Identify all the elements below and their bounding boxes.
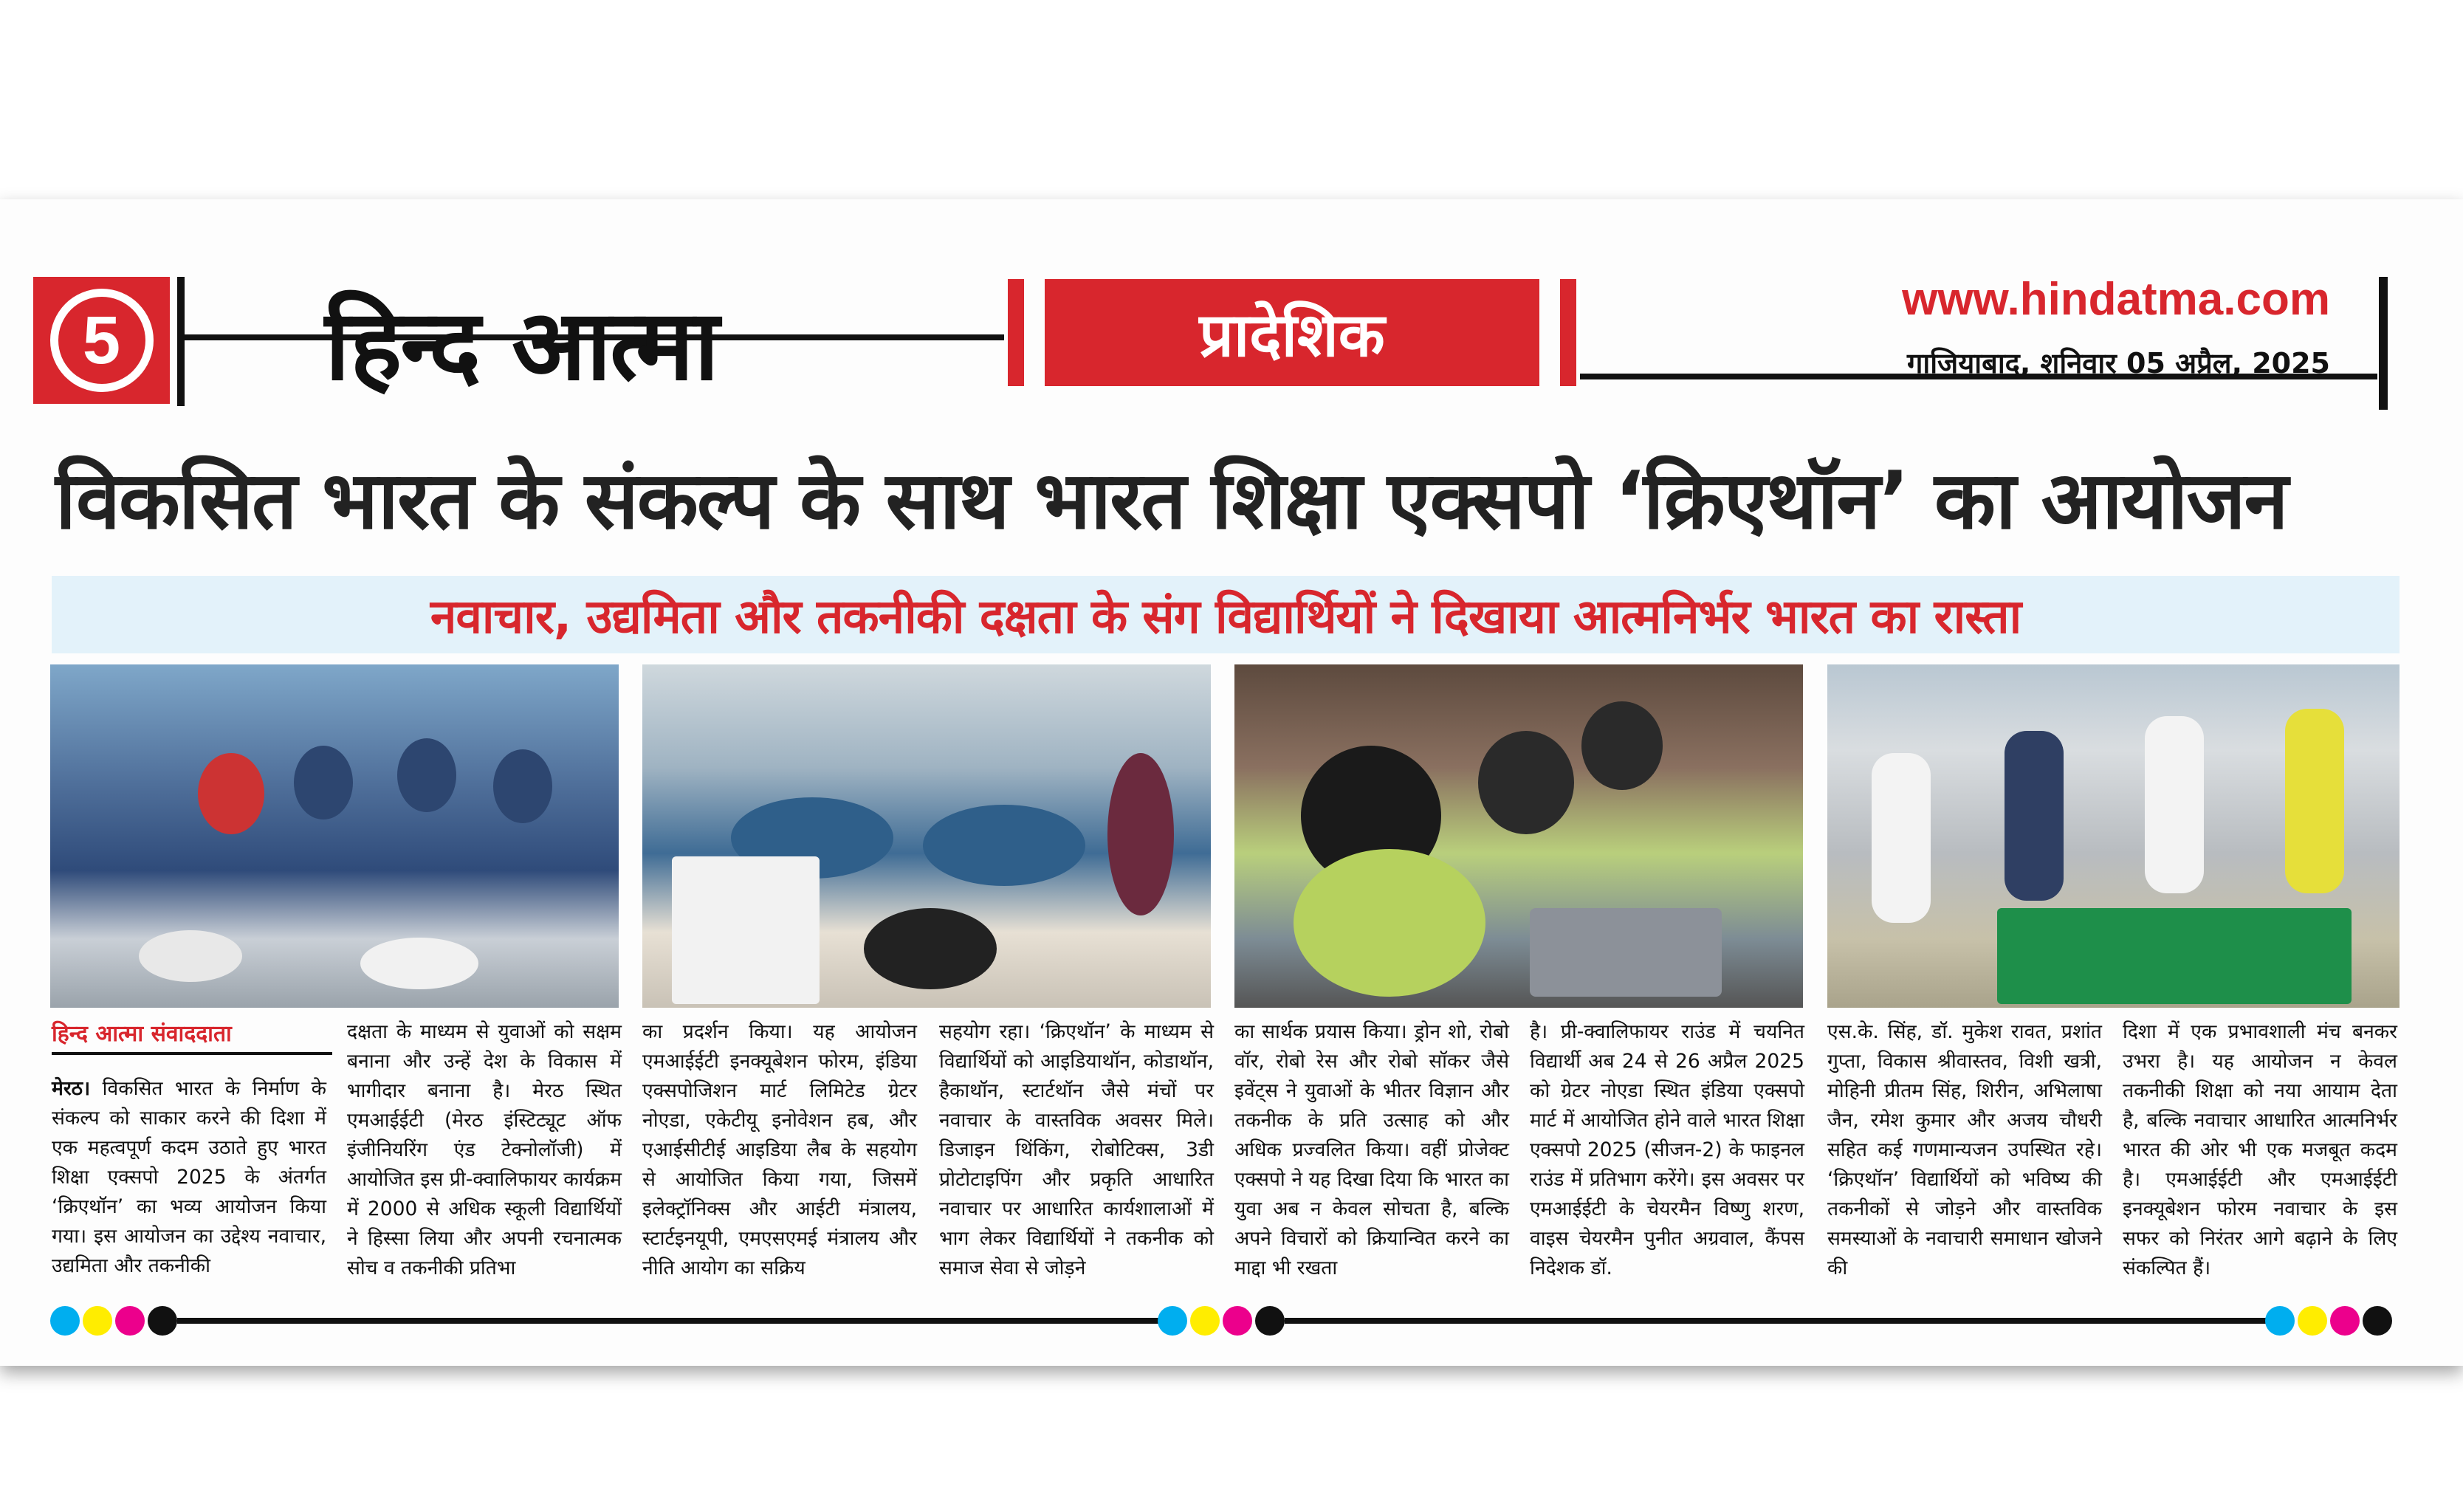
registration-dot-yellow [1190, 1306, 1220, 1336]
registration-dot-yellow [2298, 1306, 2327, 1336]
registration-dot-magenta [2330, 1306, 2360, 1336]
registration-dot-cyan [2265, 1306, 2295, 1336]
registration-dot-black [2363, 1306, 2392, 1336]
photo-students-exhibit [50, 664, 619, 1008]
photo-classroom-workshop [642, 664, 1211, 1008]
photo-coding-hackathon [1234, 664, 1803, 1008]
registration-dot-yellow [83, 1306, 112, 1336]
bottom-rule-right [1285, 1318, 2267, 1324]
article-column-8: दिशा में एक प्रभावशाली मंच बनकर उभरा है। यह आयोजन न केवल तकनीकी शिक्षा को नया आयाम देता है, बल्कि नवाचार आधारित आत्मनिर्भर भारत की ओर भी एक मजबूत कदम है। एमआईईटी और एमआईईटी इनक्यूबेशन फोरम नवाचार के इस सफर को निरंतर आगे बढ़ाने के लिए संकल्पित हैं। [2123, 1020, 2397, 1279]
section-label: प्रादेशिक [1199, 300, 1385, 371]
headline: विकसित भारत के संकल्प के साथ भारत शिक्षा एक्सपो ‘क्रिएथॉन’ का आयोजन [55, 455, 2287, 547]
page-number-badge [33, 277, 170, 404]
article-column-1 [52, 1074, 326, 1288]
registration-dot-magenta [115, 1306, 145, 1336]
registration-dot-black [1255, 1306, 1285, 1336]
section-tab [1008, 279, 1576, 386]
registration-dot-cyan [50, 1306, 80, 1336]
photo-robo-soccer [1827, 664, 2400, 1008]
article-text-1: विकसित भारत के निर्माण के संकल्प को साकार करने की दिशा में एक महत्वपूर्ण कदम उठाते हुए भारत शिक्षा एक्सपो 2025 के अंतर्गत ‘क्रिएथॉन’ का भव्य आयोजन किया गया। इस आयोजन का उद्देश्य नवाचार, उद्यमिता और तकनीकी [52, 1077, 326, 1277]
bottom-rule-left [177, 1318, 1159, 1324]
masthead-divider [177, 277, 185, 406]
subheadline-band [52, 576, 2400, 653]
article-column-5: का सार्थक प्रयास किया। ड्रोन शो, रोबो वॉर, रोबो रेस और रोबो सॉकर जैसे इवेंट्स ने युवाओं के भीतर विज्ञान और तकनीक के प्रति उत्साह को और अधिक प्रज्वलित किया। वहीं प्रोजेक्ट एक्सपो ने यह दिखा दिया कि भारत का युवा अब न केवल सोचता है, बल्कि अपने विचारों को क्रियान्वित करने का माद्दा भी रखता [1234, 1020, 1509, 1279]
registration-dot-cyan [1158, 1306, 1187, 1336]
article-column-4: सहयोग रहा। ‘क्रिएथॉन’ के माध्यम से विद्यार्थियों को आइडियाथॉन, कोडाथॉन, हैकाथॉन, स्टार्टथॉन जैसे मंचों पर नवाचार के वास्तविक अवसर मिले। डिजाइन थिंकिंग, रोबोटिक्स, 3डी प्रोटोटाइपिंग और प्रकृति आधारित नवाचार पर आधारित कार्यशालाओं में भाग लेकर विद्यार्थियों ने तकनीक को समाज सेवा से जोड़ने [939, 1020, 1214, 1279]
byline: हिन्द आत्मा संवाददाता [52, 1017, 332, 1055]
website-url: www.hindatma.com [1902, 274, 2330, 325]
dateline: गाजियाबाद, शनिवार 05 अप्रैल, 2025 [1906, 347, 2330, 379]
article-column-6: है। प्री-क्वालिफायर राउंड में चयनित विद्यार्थी अब 24 से 26 अप्रैल 2025 को ग्रेटर नोएडा स्थित इंडिया एक्सपो मार्ट में आयोजित होने वाले भारत शिक्षा एक्सपो 2025 (सीजन-2) के फाइनल राउंड में प्रतिभाग करेंगे। इस अवसर पर एमआईईटी के चेयरमैन विष्णु शरण, वाइस चेयरमैन पुनीत अग्रवाल, कैंपस निदेशक डॉ. [1530, 1020, 1804, 1279]
newspaper-brand: हिन्द आत्मा [325, 289, 718, 402]
masthead-right-bar [2379, 277, 2388, 410]
masthead [0, 199, 2463, 421]
registration-dot-magenta [1223, 1306, 1252, 1336]
article-column-2: दक्षता के माध्यम से युवाओं को सक्षम बनाना और उन्हें देश के विकास में भागीदार बनाना है। मेरठ स्थित एमआईईटी (मेरठ इंस्टिट्यूट ऑफ इंजीनियरिंग एंड टेक्नोलॉजी) में आयोजित इस प्री-क्वालिफायर कार्यक्रम में 2000 से अधिक स्कूली विद्यार्थियों ने हिस्सा लिया और अपनी रचनात्मक सोच व तकनीकी प्रतिभा [347, 1020, 622, 1279]
article-column-7: एस.के. सिंह, डॉ. मुकेश रावत, प्रशांत गुप्ता, विकास श्रीवास्तव, विशी खत्री, मोहिनी प्रीतम सिंह, शिरीन, अभिलाषा जैन, रमेश कुमार और अजय चौधरी सहित कई गणमान्यजन उपस्थित रहे। ‘क्रिएथॉन’ विद्यार्थियों को भविष्य की तकनीकों से जोड़ने और वास्तविक समस्याओं के नवाचारी समाधान खोजने की [1827, 1020, 2102, 1279]
dateline-city: मेरठ। [52, 1077, 91, 1100]
page-number: 5 [58, 297, 145, 384]
article-column-3: का प्रदर्शन किया। यह आयोजन एमआईईटी इनक्यूबेशन फोरम, इंडिया एक्सपोजिशन मार्ट लिमिटेड ग्रेटर नोएडा, एकेटीयू इनोवेशन हब, और एआईसीटीई आइडिया लैब के सहयोग से आयोजित किया गया, जिसमें इलेक्ट्रॉनिक्स और आईटी मंत्रालय, स्टार्टइनयूपी, एमएसएमई मंत्रालय और नीति आयोग का सक्रिय [642, 1020, 917, 1279]
registration-dot-black [148, 1306, 177, 1336]
subheadline: नवाचार, उद्यमिता और तकनीकी दक्षता के संग विद्यार्थियों ने दिखाया आत्मनिर्भर भारत का रास्ता [430, 590, 2021, 645]
